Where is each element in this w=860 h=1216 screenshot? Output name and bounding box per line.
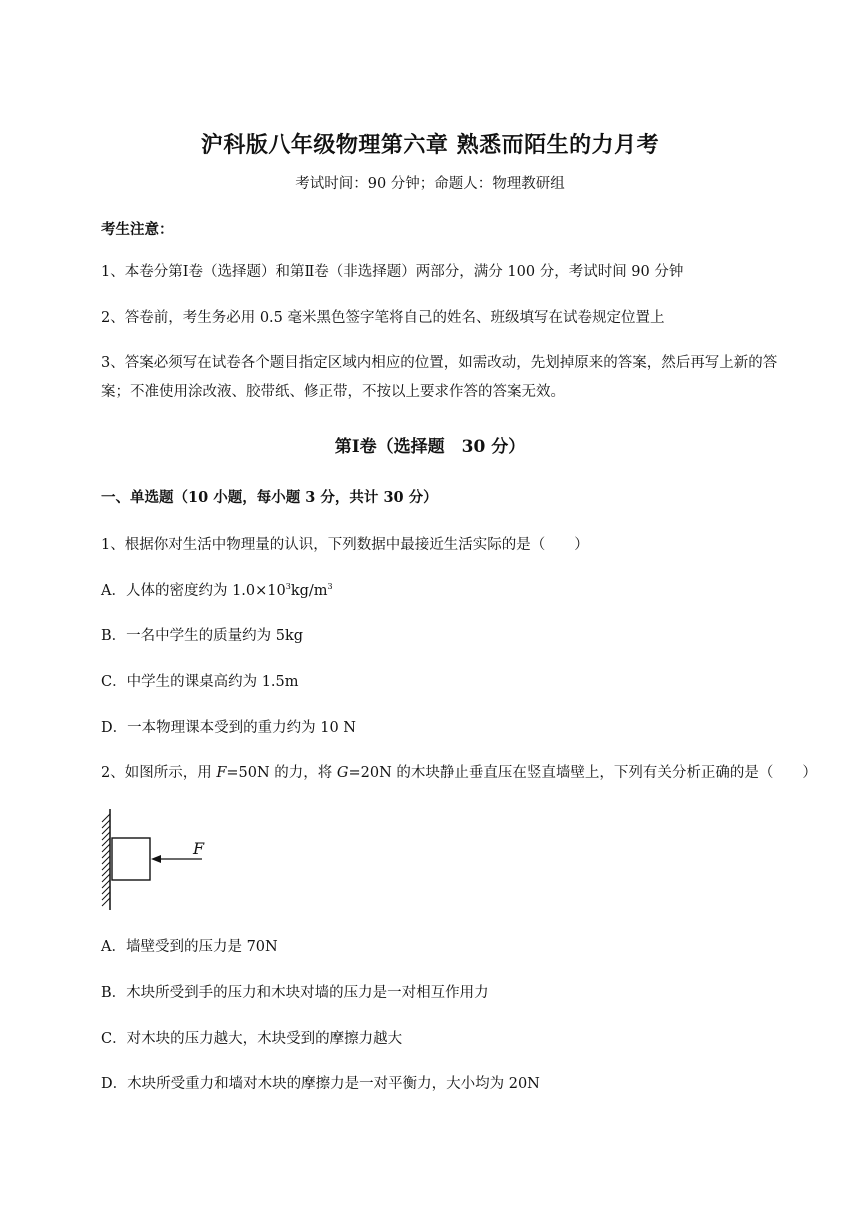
exam-subtitle: 考试时间：90 分钟；命题人：物理教研组: [295, 176, 565, 192]
q2-option-a: A．墙壁受到的压力是 70N: [101, 939, 278, 955]
notice-item-3: 3、答案必须写在试卷各个题目指定区域内相应的位置，如需改动，先划掉原来的答案，然后再写上新的答案；不准使用涂改液、胶带纸、修正带，不按以上要求作答的答案无效。: [101, 355, 778, 400]
q2-stem-weight-symbol: G: [336, 765, 349, 781]
notice-heading: 考生注意：: [101, 221, 174, 238]
q2-stem-part-2: =50N 的力，将: [226, 765, 337, 781]
q2-stem-force-symbol: F: [216, 765, 227, 781]
q2-figure-wall-block: [98, 806, 218, 916]
wooden-block: [112, 838, 150, 880]
q1-option-a: [101, 579, 801, 603]
wall-hatching: [102, 809, 110, 910]
q2-option-b: B．木块所受到手的压力和木块对墙的压力是一对相互作用力: [101, 985, 489, 1001]
q2-stem: [101, 761, 817, 785]
q1-option-a-exponent: 3: [285, 582, 291, 591]
q2-option-d: D．木块所受重力和墙对木块的摩擦力是一对平衡力，大小均为 20N: [101, 1076, 540, 1092]
q1-option-d: D．一本物理课本受到的重力约为 10 N: [101, 720, 356, 736]
notice-item-2: 2、答卷前，考生务必用 0.5 毫米黑色签字笔将自己的姓名、班级填写在试卷规定位置上: [101, 310, 665, 326]
q2-stem-part-3: =20N 的木块静止垂直压在竖直墙壁上，下列有关分析正确的是（ ）: [348, 765, 817, 781]
q1-option-c: C．中学生的课桌高约为 1.5m: [101, 674, 299, 690]
q1-option-a-unit: kg/m: [290, 583, 328, 599]
q1-stem: 1、根据你对生活中物理量的认识，下列数据中最接近生活实际的是（ ）: [101, 537, 589, 553]
section-title: 第Ⅰ卷（选择题 30 分）: [334, 437, 526, 457]
q1-option-a-unit-exponent: 3: [327, 582, 333, 591]
q1-option-a-prefix: A．人体的密度约为 1.0×10: [101, 583, 286, 599]
q2-option-c: C．对木块的压力越大，木块受到的摩擦力越大: [101, 1031, 403, 1047]
q2-stem-part-1: 2、如图所示，用: [101, 765, 217, 781]
force-arrow-head: [151, 855, 161, 863]
q1-option-b: B．一名中学生的质量约为 5kg: [101, 628, 304, 644]
exam-title: 沪科版八年级物理第六章 熟悉而陌生的力月考: [200, 132, 660, 158]
notice-item-1: 1、本卷分第Ⅰ卷（选择题）和第Ⅱ卷（非选择题）两部分，满分 100 分，考试时间 90 分钟: [101, 264, 684, 280]
part-heading: 一、单选题（10 小题，每小题 3 分，共计 30 分）: [101, 489, 438, 506]
force-label: F: [193, 839, 205, 858]
